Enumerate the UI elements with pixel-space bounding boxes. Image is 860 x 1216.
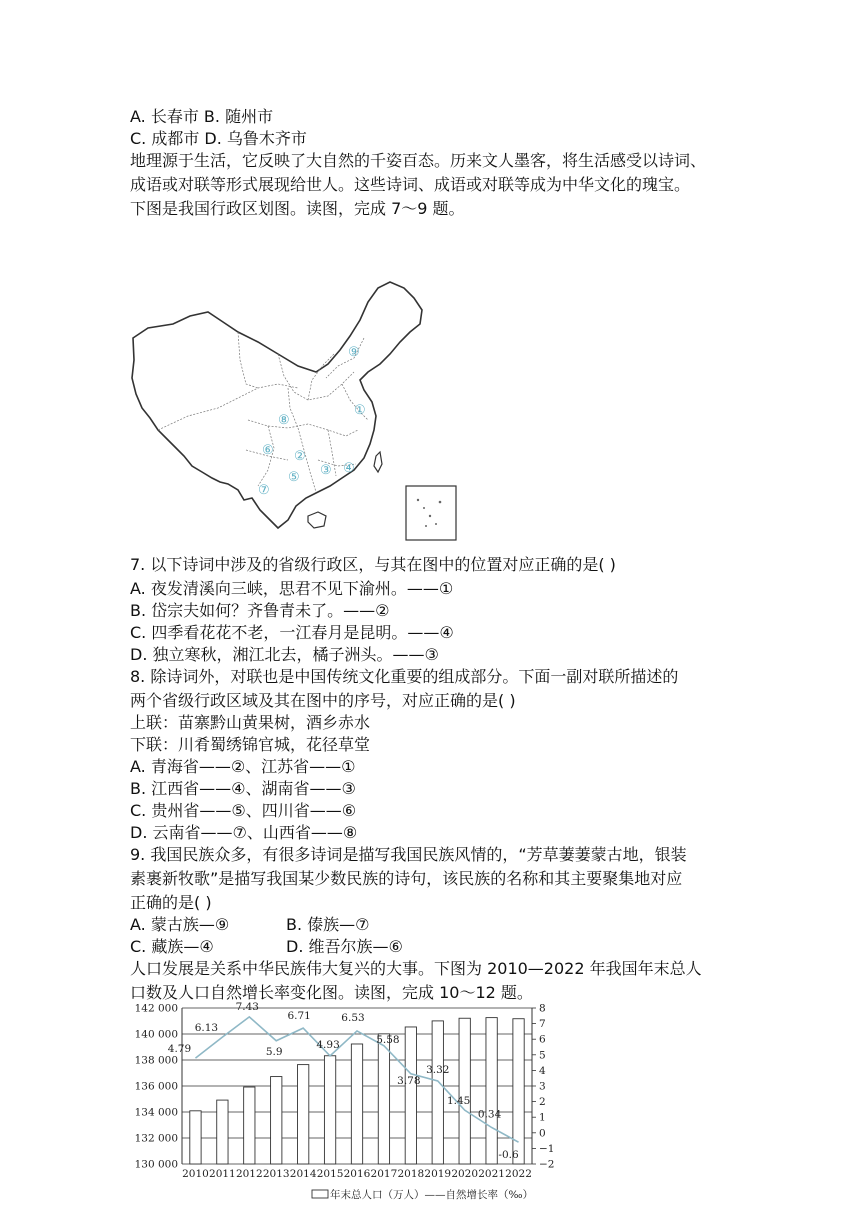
rate-data-label: 4.93	[316, 1038, 340, 1051]
q9-stem-line3: 正确的是( )	[130, 893, 212, 912]
population-bar	[271, 1077, 282, 1164]
q8-stem-line2: 两个省级行政区域及其在图中的序号，对应正确的是( )	[130, 691, 516, 710]
q7-option-c[interactable]: C. 四季看花花不老，一江春月是昆明。——④	[130, 623, 454, 642]
rate-data-label: -0.6	[498, 1149, 519, 1162]
x-tick-label: 2010	[182, 1168, 209, 1180]
q9-options-row1	[130, 914, 370, 936]
q8-option-d[interactable]: D. 云南省——⑦、山西省——⑧	[130, 823, 358, 842]
rate-data-label: 3.78	[397, 1074, 421, 1087]
x-tick-label: 2022	[505, 1168, 532, 1180]
south-china-sea-inset	[406, 486, 456, 540]
y-left-tick-label: 138 000	[134, 1054, 178, 1067]
population-bar	[190, 1111, 201, 1164]
x-tick-label: 2018	[397, 1168, 425, 1180]
population-bar	[378, 1034, 389, 1164]
population-bar	[486, 1018, 497, 1164]
population-bar	[351, 1044, 362, 1164]
population-bar	[405, 1027, 416, 1164]
y-right-tick-label: 7	[539, 1018, 546, 1031]
rate-data-label: 3.32	[426, 1064, 450, 1077]
population-bar	[244, 1087, 255, 1164]
q9-option-b[interactable]: B. 傣族—⑦	[286, 915, 370, 934]
x-tick-label: 2021	[478, 1168, 505, 1180]
y-right-tick-label: 5	[539, 1049, 546, 1062]
legend-bar-swatch	[312, 1190, 328, 1198]
x-tick-label: 2013	[262, 1168, 290, 1180]
marker-5: ⑤	[288, 470, 300, 485]
q7-stem: 7. 以下诗词中涉及的省级行政区，与其在图中的位置对应正确的是( )	[130, 555, 616, 574]
intro1-line3: 下图是我国行政区划图。读图，完成 7～9 题。	[130, 199, 465, 218]
y-right-tick-label: −1	[539, 1142, 555, 1155]
rate-data-label: 0.34	[477, 1108, 502, 1121]
q9-option-c[interactable]: C. 藏族—④	[130, 937, 214, 956]
population-bar	[324, 1056, 335, 1164]
rate-data-label: 5.9	[265, 1045, 283, 1058]
rate-data-label: 6.13	[194, 1022, 219, 1035]
x-tick-label: 2012	[235, 1168, 263, 1180]
y-left-tick-label: 132 000	[134, 1132, 178, 1145]
marker-7: ⑦	[258, 483, 270, 498]
q8-option-a[interactable]: A. 青海省——②、江苏省——①	[130, 757, 356, 776]
prev-options-line1: A. 长春市 B. 随州市	[130, 107, 274, 126]
population-chart	[120, 1000, 580, 1205]
y-right-tick-label: 3	[539, 1080, 546, 1093]
y-left-tick-label: 136 000	[134, 1080, 178, 1093]
q8-option-b[interactable]: B. 江西省——④、湖南省——③	[130, 779, 356, 798]
marker-6: ⑥	[262, 443, 274, 458]
q9-options-row2	[130, 936, 403, 958]
y-right-tick-label: 2	[539, 1096, 546, 1109]
intro1-line2: 成语或对联等形式展现给世人。这些诗词、成语或对联等成为中华文化的瑰宝。	[130, 175, 691, 194]
y-right-tick-label: −2	[539, 1158, 555, 1171]
rate-data-label: 1.45	[446, 1095, 471, 1108]
marker-8: ⑧	[278, 413, 290, 428]
intro2-line2: 口数及人口自然增长率变化图。读图，完成 10～12 题。	[130, 983, 533, 1002]
x-tick-label: 2017	[370, 1168, 398, 1180]
x-tick-label: 2020	[451, 1168, 479, 1180]
x-tick-label: 2019	[424, 1168, 452, 1180]
taiwan-island	[374, 452, 382, 472]
population-bar	[217, 1100, 228, 1164]
rate-data-label: 5.58	[376, 1033, 400, 1046]
q8-couplet-down: 下联：川肴蜀绣锦官城，花径草堂	[130, 735, 371, 754]
y-right-tick-label: 6	[539, 1033, 546, 1046]
china-outline	[132, 282, 422, 528]
q9-stem-line1: 9. 我国民族众多，有很多诗词是描写我国民族风情的，“芳草萋萋蒙古地，银装	[130, 845, 687, 864]
y-left-tick-label: 142 000	[134, 1002, 178, 1015]
q7-option-b[interactable]: B. 岱宗夫如何？齐鲁青未了。——②	[130, 601, 390, 620]
x-tick-label: 2011	[209, 1168, 236, 1180]
y-right-tick-label: 1	[539, 1111, 546, 1124]
y-right-tick-label: 4	[539, 1064, 546, 1077]
x-tick-label: 2015	[316, 1168, 344, 1180]
china-map-svg	[128, 280, 460, 542]
q7-option-a[interactable]: A. 夜发清溪向三峡，思君不见下渝州。——①	[130, 579, 454, 598]
population-bar	[513, 1019, 524, 1164]
q8-option-c[interactable]: C. 贵州省——⑤、四川省——⑥	[130, 801, 357, 820]
marker-3: ③	[320, 463, 332, 478]
y-left-tick-label: 140 000	[134, 1028, 178, 1041]
rate-data-label: 7.43	[235, 1000, 260, 1013]
map-markers	[258, 345, 366, 498]
y-left-tick-label: 130 000	[134, 1158, 178, 1171]
population-bar	[459, 1018, 470, 1164]
q9-option-a[interactable]: A. 蒙古族—⑨	[130, 915, 230, 934]
q7-option-d[interactable]: D. 独立寒秋，湘江北去，橘子洲头。——③	[130, 645, 439, 664]
y-left-tick-label: 134 000	[134, 1106, 178, 1119]
rate-data-label: 6.71	[287, 1010, 311, 1023]
intro1-line1: 地理源于生活，它反映了大自然的千姿百态。历来文人墨客，将生活感受以诗词、	[130, 151, 707, 170]
legend-text: 年末总人口（万人）——自然增长率（‰）	[330, 1189, 534, 1201]
population-bar	[432, 1021, 443, 1164]
marker-1: ①	[354, 403, 366, 418]
q8-couplet-up: 上联：苗寨黔山黄果树，酒乡赤水	[130, 713, 371, 732]
inset-islands	[417, 499, 442, 527]
q8-stem-line1: 8. 除诗词外，对联也是中国传统文化重要的组成部分。下面一副对联所描述的	[130, 667, 679, 686]
y-right-tick-label: 8	[539, 1002, 546, 1015]
q9-option-d[interactable]: D. 维吾尔族—⑥	[286, 937, 403, 956]
intro2-line1: 人口发展是关系中华民族伟大复兴的大事。下图为 2010—2022 年我国年末总人	[130, 959, 702, 978]
x-tick-label: 2016	[343, 1168, 371, 1180]
x-tick-label: 2014	[289, 1168, 317, 1180]
hainan-island	[308, 512, 326, 528]
rate-data-label: 6.53	[341, 1011, 365, 1024]
marker-4: ④	[343, 461, 355, 476]
province-boundaries	[158, 332, 368, 492]
marker-2: ②	[294, 449, 306, 464]
prev-options-line2: C. 成都市 D. 乌鲁木齐市	[130, 129, 307, 148]
population-chart-svg	[120, 1000, 580, 1205]
q9-stem-line2: 素裹新牧歌”是描写我国某少数民族的诗句，该民族的名称和其主要聚集地对应	[130, 869, 683, 888]
rate-data-label: 4.79	[167, 1043, 192, 1056]
population-bar	[298, 1065, 309, 1164]
marker-9: ⑨	[348, 345, 360, 360]
china-admin-map	[128, 280, 460, 542]
y-right-tick-label: 0	[539, 1127, 546, 1140]
